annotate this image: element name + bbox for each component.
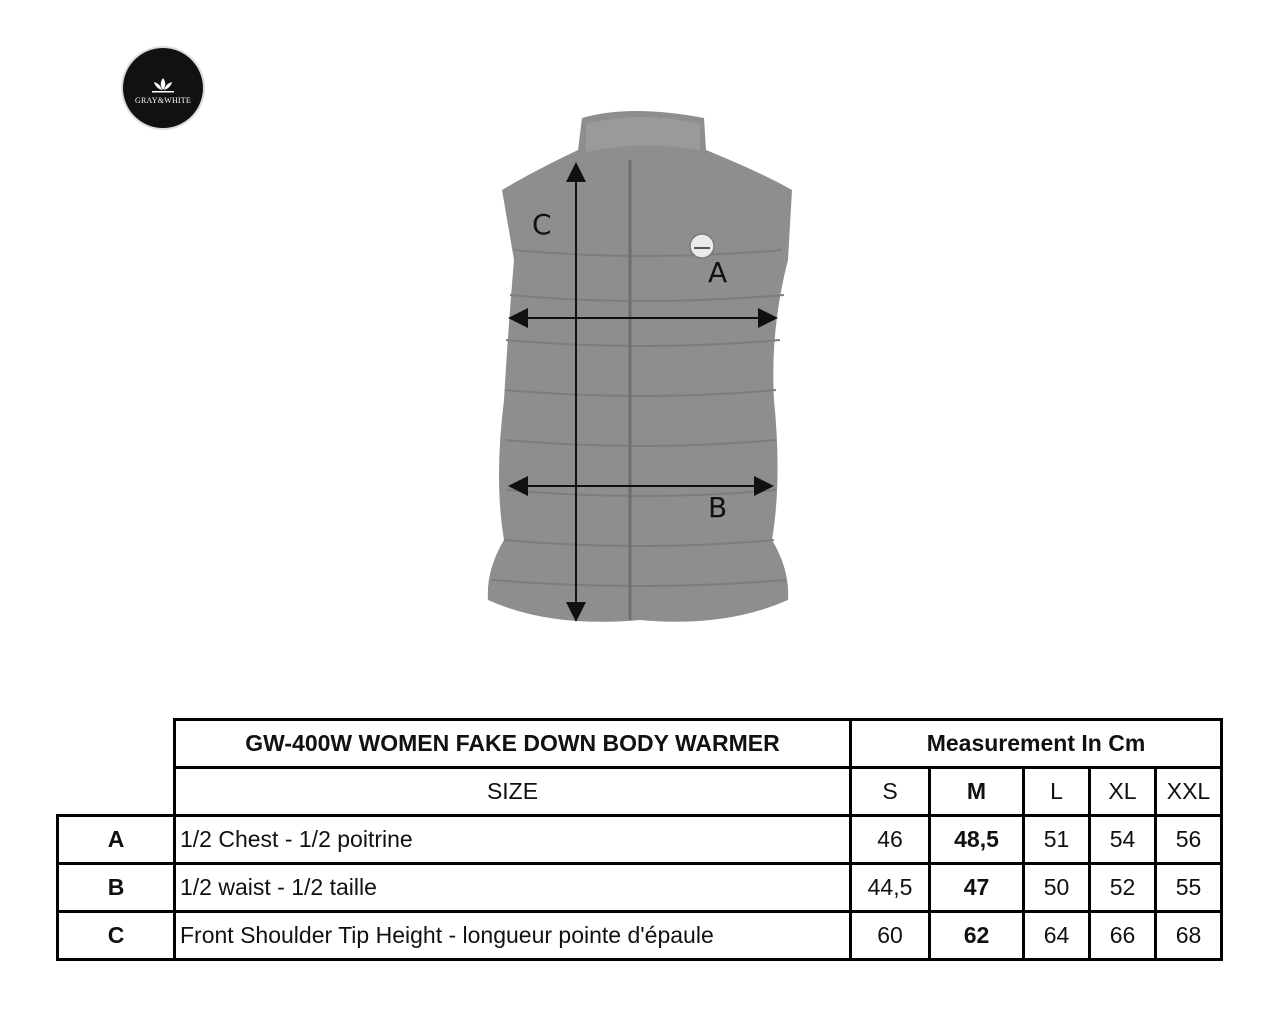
measurement-value: 66: [1090, 912, 1156, 960]
size-header: XXL: [1156, 768, 1222, 816]
measurement-label-b: B: [708, 491, 728, 524]
row-key: C: [58, 912, 175, 960]
measurement-description: 1/2 Chest - 1/2 poitrine: [175, 816, 851, 864]
table-title-row: [58, 720, 1222, 768]
measurement-value: 62: [930, 912, 1024, 960]
measurement-label-a: A: [708, 256, 728, 289]
lotus-icon: [150, 77, 176, 93]
measurement-value: 55: [1156, 864, 1222, 912]
measurement-value: 56: [1156, 816, 1222, 864]
measurement-value: 68: [1156, 912, 1222, 960]
vest-illustration: [470, 100, 810, 640]
measurement-value: 64: [1024, 912, 1090, 960]
row-key: B: [58, 864, 175, 912]
size-header: XL: [1090, 768, 1156, 816]
measurement-description: 1/2 waist - 1/2 taille: [175, 864, 851, 912]
measurement-value: 44,5: [851, 864, 930, 912]
measurement-description: Front Shoulder Tip Height - longueur pointe d'épaule: [175, 912, 851, 960]
size-header: L: [1024, 768, 1090, 816]
measurement-value: 47: [930, 864, 1024, 912]
size-header: M: [930, 768, 1024, 816]
size-header: S: [851, 768, 930, 816]
measurement-label-c: C: [532, 208, 552, 241]
table-row: [58, 816, 1222, 864]
measurement-value: 60: [851, 912, 930, 960]
size-chart-table: [56, 718, 1223, 961]
brand-logo: [123, 48, 203, 128]
table-row: [58, 864, 1222, 912]
measurement-value: 50: [1024, 864, 1090, 912]
measurement-value: 46: [851, 816, 930, 864]
brand-logo-text: GRAY&WHITE: [135, 96, 191, 105]
table-row: [58, 912, 1222, 960]
measurement-value: 48,5: [930, 816, 1024, 864]
product-title: GW-400W WOMEN FAKE DOWN BODY WARMER: [175, 720, 851, 768]
measurement-value: 51: [1024, 816, 1090, 864]
row-key: A: [58, 816, 175, 864]
measurement-value: 52: [1090, 864, 1156, 912]
unit-header: Measurement In Cm: [851, 720, 1222, 768]
size-header-row: [58, 768, 1222, 816]
size-label: SIZE: [175, 768, 851, 816]
measurement-value: 54: [1090, 816, 1156, 864]
